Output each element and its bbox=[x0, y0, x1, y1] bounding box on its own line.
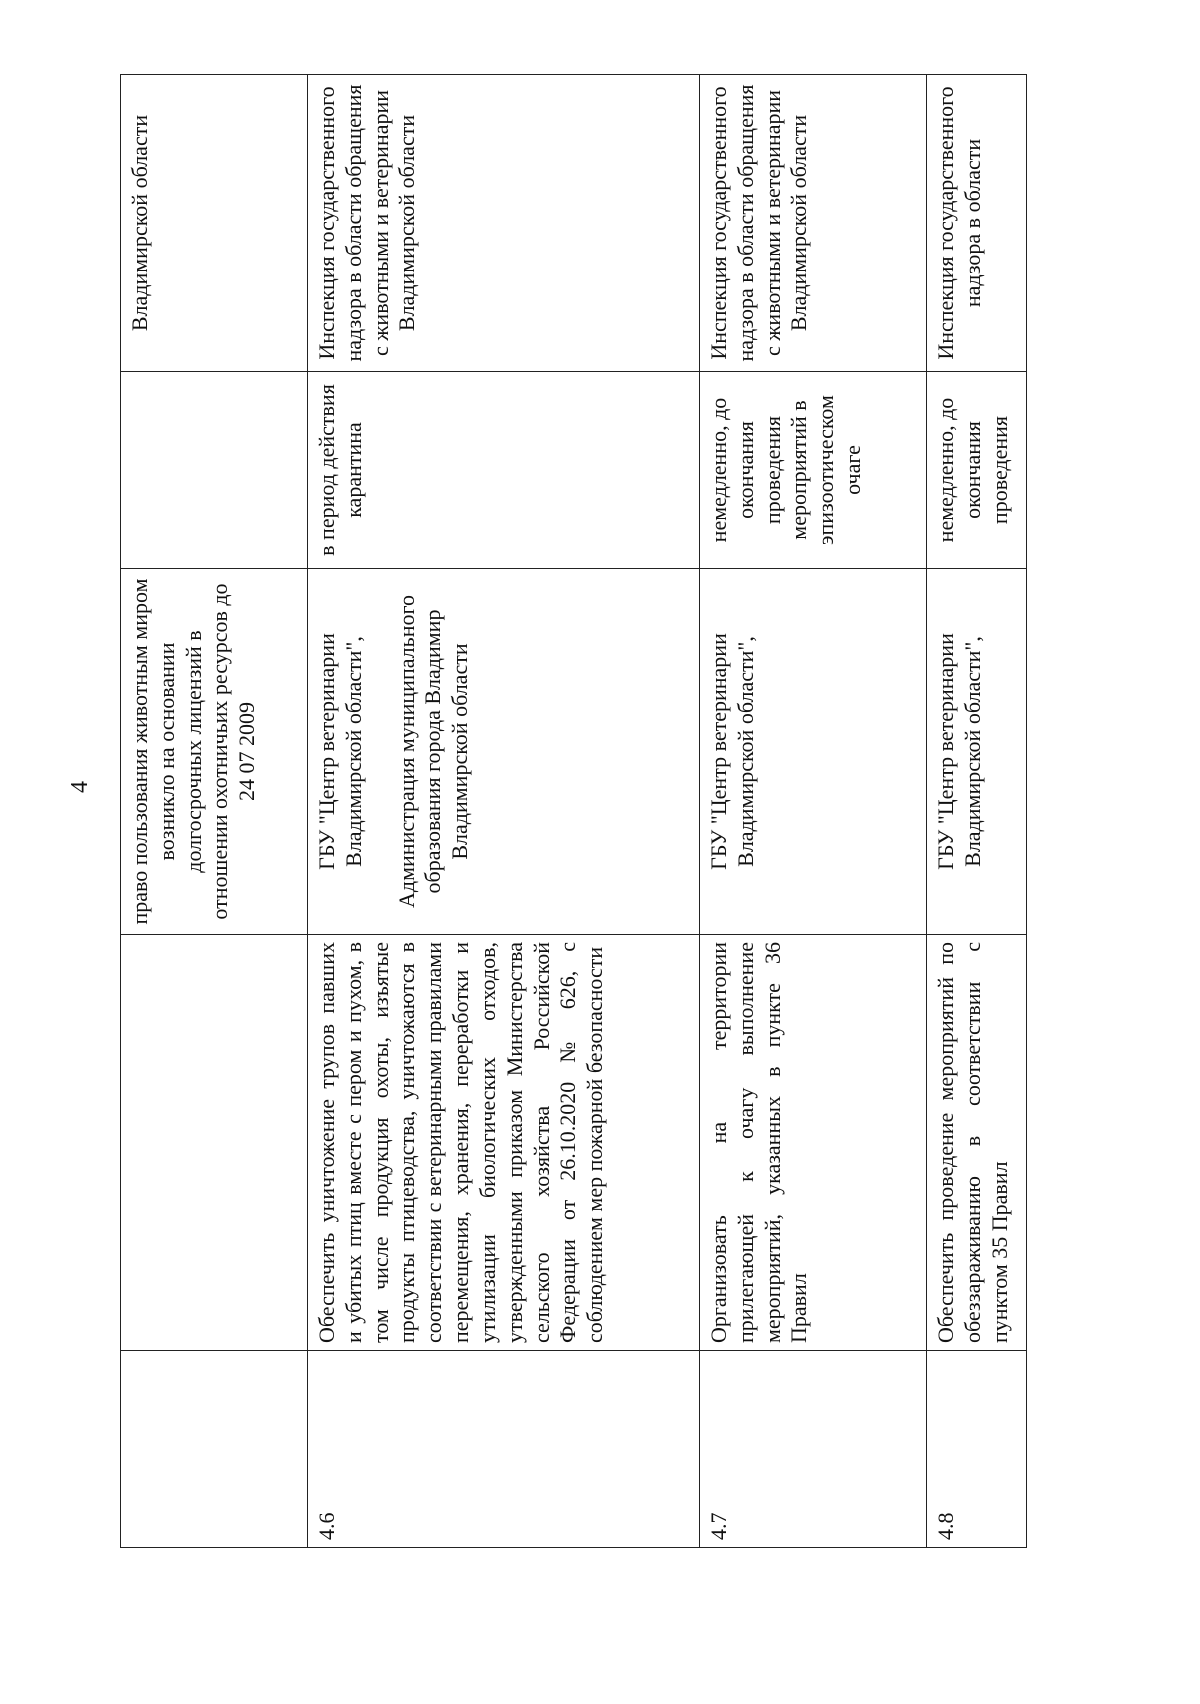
executor-spacer bbox=[368, 576, 394, 927]
row-measure: Обеспечить уничтожение трупов павших и убитых птиц вместе с пером и пухом, в том числе продукция охоты, изъятые продукты птицеводства, уничтожаются в соответствии с ветеринарными правилами перемещения, хранения, переработки и утилизации биологических отходов, утвержденными приказом Министерства сельского хозяйства Российской Федерации от 26.10.2020 № 626, с соблюдением мер пожарной безопасности bbox=[308, 935, 700, 1351]
row-executor: ГБУ "Центр ветеринарии Владимирской области", bbox=[927, 569, 1027, 935]
row-number: 4.6 bbox=[308, 1351, 700, 1548]
row-number: 4.7 bbox=[700, 1351, 927, 1548]
rotated-table-wrapper bbox=[120, 75, 1027, 1548]
executor-primary: ГБУ "Центр ветеринарии Владимирской области", bbox=[314, 633, 366, 870]
row-number: 4.8 bbox=[927, 1351, 1027, 1548]
top-row-cell-control: Владимирской области bbox=[121, 75, 308, 372]
row-measure: Организовать на территории прилегающей к очагу выполнение мероприятий, указанных в пункте 36 Правил bbox=[700, 935, 927, 1351]
row-executor bbox=[308, 569, 700, 935]
row-control: Инспекция государственного надзора в области обращения с животными и ветеринарии Владимирской области bbox=[700, 75, 927, 372]
row-control: Инспекция государственного надзора в области bbox=[927, 75, 1027, 372]
row-deadline: немедленно, до окончания проведения мероприятий в эпизоотическом очаге bbox=[700, 372, 927, 569]
measures-table bbox=[120, 74, 1027, 1548]
top-row-cell-deadline bbox=[121, 372, 308, 569]
table-row bbox=[121, 75, 308, 1548]
executor-secondary: Администрация муниципального образования города Владимир Владимирской области bbox=[393, 595, 473, 908]
row-measure: Обеспечить проведение мероприятий по обеззараживанию в соответствии с пунктом 35 Правил bbox=[927, 935, 1027, 1351]
table-row bbox=[700, 75, 927, 1548]
table-row bbox=[927, 75, 1027, 1548]
table-row bbox=[308, 75, 700, 1548]
top-row-cell-executor: право пользования животным миром возникло на основании долгосрочных лицензий в отношении охотничьих ресурсов до 24 07 2009 bbox=[121, 569, 308, 935]
top-row-cell-num bbox=[121, 1351, 308, 1548]
row-executor: ГБУ "Центр ветеринарии Владимирской области", bbox=[700, 569, 927, 935]
row-deadline: в период действия карантина bbox=[308, 372, 700, 569]
row-deadline: немедленно, до окончания проведения bbox=[927, 372, 1027, 569]
row-control: Инспекция государственного надзора в области обращения с животными и ветеринарии Владимирской области bbox=[308, 75, 700, 372]
top-row-cell-measure bbox=[121, 935, 308, 1351]
page-number: 4 bbox=[67, 781, 93, 793]
